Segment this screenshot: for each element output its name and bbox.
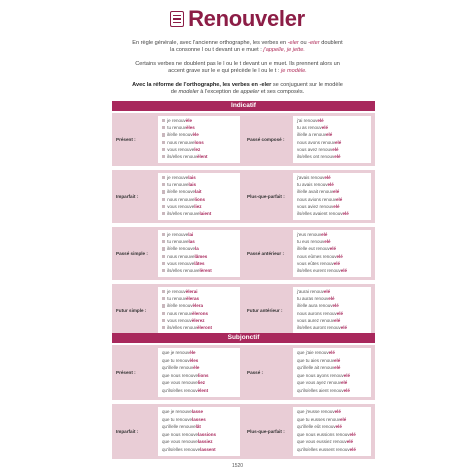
verb-ending: èleront [196, 324, 212, 330]
verb-stem: il/elle a renouv [297, 132, 327, 138]
verb-stem: il/elle eut renouv [297, 246, 330, 252]
verb-stem: je renouv [167, 289, 186, 294]
verb-ending: elé [321, 125, 329, 131]
intro-paragraph-2 [130, 61, 345, 76]
verb-ending: èle [193, 365, 200, 370]
verb-stem: que nous eussions renouv [297, 431, 350, 437]
verb-stem: ils/elles renouv [167, 153, 197, 159]
verb-ending: èles [185, 125, 195, 131]
conjugation-line [297, 296, 335, 301]
conjugation-line [162, 147, 200, 152]
conjugation-line [297, 239, 331, 244]
checkbox-icon [162, 133, 165, 136]
checkbox-icon [162, 262, 165, 265]
conjugation-line [297, 246, 336, 251]
subjonctif-row [112, 345, 375, 400]
verb-stem: ils/elles avaient renouv [297, 210, 343, 216]
verb-stem: tu avais renouv [297, 182, 328, 188]
title-row [0, 6, 475, 32]
verb-stem: vous aurez renouv [297, 317, 335, 323]
verb-ending: elé [324, 239, 331, 245]
verb-ending: las [188, 239, 195, 245]
verb-ending: elé [332, 146, 339, 152]
conjugation-line [162, 296, 199, 301]
conjugation-line [162, 254, 207, 259]
verb-ending: èlerai [185, 289, 198, 294]
verb-ending: elé [321, 232, 328, 237]
tense-label: Imparfait : [116, 428, 139, 434]
verb-ending: lasse [191, 409, 204, 414]
conjugation-line [162, 175, 196, 180]
verb-ending: lais [188, 175, 196, 180]
conjugation-line [162, 289, 197, 294]
verb-stem: que j'aie renouv [297, 350, 329, 355]
tense-label: Présent : [116, 136, 136, 142]
conjugation-line [162, 447, 216, 452]
checkbox-icon [162, 176, 165, 179]
verb-ending: elé [333, 203, 340, 209]
verb-ending: elé [324, 175, 331, 180]
verb-stem: vous aviez renouv [297, 203, 334, 209]
subjonctif-row [112, 404, 375, 459]
verb-ending: elé [336, 196, 343, 202]
verb-stem: que vous eussiez renouv [297, 439, 347, 444]
tense-label: Plus-que-parfait : [247, 193, 285, 199]
indicatif-section [112, 101, 375, 330]
conjugation-line [162, 409, 203, 414]
verb-ending: elé [335, 424, 342, 429]
verb-stem: ils/elles auront renouv [297, 324, 341, 330]
tense-label: Futur simple : [116, 307, 147, 313]
tense-label: Passé simple : [116, 250, 148, 256]
checkbox-icon [162, 119, 165, 122]
conjugation-cell [293, 287, 371, 334]
conjugation-line [162, 350, 196, 355]
conjugation-line [297, 447, 356, 452]
conjugation-line [297, 125, 328, 130]
checkbox-icon [162, 148, 165, 151]
conjugation-line [162, 318, 204, 323]
conjugation-line [297, 182, 334, 187]
conjugation-line [297, 268, 347, 273]
conjugation-line [162, 211, 211, 216]
checkbox-icon [162, 126, 165, 129]
intro-text: se conjuguent sur le modèle de [170, 82, 343, 96]
tense-label: Imparfait : [116, 193, 139, 199]
checkbox-icon [162, 297, 165, 300]
conjugation-cell [158, 230, 240, 277]
conjugation-line [162, 189, 201, 194]
verb-ending: èle [192, 132, 199, 138]
verb-stem: que tu renouve [162, 416, 193, 422]
verb-ending: lèrent [199, 267, 212, 273]
conjugation-line [162, 325, 212, 330]
conjugation-line [297, 417, 346, 422]
verb-stem: tu auras renouv [297, 296, 329, 302]
verb-ending: lassent [200, 446, 216, 452]
verb-stem: tu renouve [167, 239, 189, 245]
checkbox-icon [162, 312, 165, 315]
conjugation-line [162, 373, 209, 378]
checkbox-icon [162, 183, 165, 186]
verb-ending: elé [334, 365, 341, 370]
verb-ending: elé [333, 260, 341, 266]
conjugation-line [297, 373, 350, 378]
tense-label: Passé : [247, 369, 264, 375]
conjugation-line [162, 365, 199, 370]
verb-stem: nous eûmes renouv [297, 253, 337, 259]
verb-ending: elé [327, 182, 334, 188]
conjugation-line [297, 365, 340, 370]
verb-stem: ils/elles ont renouv [297, 153, 335, 159]
verb-ending: elé [349, 446, 356, 452]
conjugation-line [297, 132, 332, 137]
conjugation-line [162, 358, 198, 363]
verb-ending: lez [194, 146, 201, 152]
checkbox-icon [162, 304, 165, 307]
checkbox-icon [162, 240, 165, 243]
verb-stem: tu renouve [167, 182, 189, 188]
verb-stem: il/elle avait renouv [297, 189, 334, 195]
verb-ending: elé [334, 409, 341, 414]
verb-ending: èlerons [191, 310, 208, 316]
checkbox-icon [162, 290, 165, 293]
intro-bold: Avec la réforme de l'orthographe, les verbes en -eler [132, 82, 272, 88]
verb-stem: qu'ils/elles aient renouv [297, 387, 344, 393]
verb-ending: laient [199, 210, 212, 216]
verb-stem: nous renouve [167, 139, 195, 145]
verb-ending: lât [195, 424, 201, 429]
checkbox-icon [162, 233, 165, 236]
conjugation-line [162, 239, 195, 244]
verb-stem: vous renouve [167, 260, 195, 266]
verb-ending: èlera [192, 303, 203, 309]
verb-stem: nous avions renouv [297, 196, 337, 202]
verb-stem: ils/elles eurent renouv [297, 267, 341, 273]
verb-stem: j'avais renouv [297, 175, 325, 180]
verb-stem: que je renouve [162, 409, 192, 414]
conjugation-cell [158, 407, 240, 456]
verb-stem: nous renouv [167, 310, 192, 316]
conjugation-cell [158, 173, 240, 220]
verb-ending: lions [198, 372, 209, 378]
verb-ending: èle [185, 118, 192, 123]
conjugation-line [297, 311, 343, 316]
verb-ending: lais [188, 182, 196, 188]
conjugation-line [162, 232, 193, 237]
verb-stem: vous avez renouv [297, 146, 333, 152]
conjugation-line [297, 439, 353, 444]
tense-label: Passé antérieur : [247, 250, 285, 256]
verb-ending: èles [189, 357, 199, 363]
tense-label: Plus-que-parfait : [247, 428, 285, 434]
verb-ending: elé [343, 372, 351, 378]
verb-ending: elé [340, 267, 348, 273]
verb-stem: nous renouve [167, 196, 195, 202]
conjugation-line [297, 318, 340, 323]
verb-ending: lai [188, 232, 194, 237]
verb-stem: vous renouv [167, 317, 192, 323]
conjugation-line [162, 132, 199, 137]
verb-stem: qu'il/elle renouve [162, 424, 196, 429]
conjugation-line [297, 289, 330, 294]
verb-ending: elé [328, 296, 335, 302]
intro-text: doublent la consonne l ou t devant un e muet : [170, 40, 343, 54]
verb-stem: tu renouv [167, 125, 186, 131]
verb-ending: lions [194, 196, 205, 202]
intro-highlight: -eler [287, 40, 299, 46]
verb-stem: j'eus renouv [297, 232, 322, 237]
conjugation-line [297, 147, 339, 152]
verb-stem: que vous renouve [162, 380, 198, 385]
conjugation-line [297, 303, 339, 308]
verb-ending: èlerez [191, 317, 205, 323]
verb-stem: ils/elles renouve [167, 267, 200, 273]
conjugation-line [297, 232, 327, 237]
verb-stem: j'aurai renouv [297, 289, 324, 294]
conjugation-line [162, 261, 204, 266]
conjugation-line [162, 424, 201, 429]
verb-stem: il/elle renouve [167, 246, 195, 252]
verb-ending: lait [194, 189, 202, 195]
verb-stem: nous avons renouv [297, 139, 336, 145]
verb-stem: que nous renouve [162, 372, 199, 378]
verb-ending: èlent [197, 387, 209, 393]
conjugation-line [162, 197, 205, 202]
conjugation-line [297, 175, 331, 180]
intro-text: et ses composés. [259, 89, 305, 96]
verb-ending: lons [194, 139, 204, 145]
verb-stem: que tu eusses renouv [297, 416, 341, 422]
verb-stem: qu'il/elle renouv [162, 365, 194, 370]
verb-ending: liez [194, 203, 202, 209]
conjugation-line [162, 439, 213, 444]
conjugation-line [162, 246, 199, 251]
verb-stem: que vous ayez renouv [297, 380, 342, 385]
checkbox-icon [162, 212, 165, 215]
verb-ending: elé [334, 317, 341, 323]
checkbox-icon [162, 255, 165, 258]
verb-stem: ils/elles renouve [167, 210, 200, 216]
verb-stem: qu'il/elle eût renouv [297, 424, 336, 429]
verb-ending: elé [326, 132, 333, 138]
verb-ending: elé [317, 118, 324, 123]
conjugation-line [162, 182, 196, 187]
intro-paragraph-1 [130, 40, 345, 55]
verb-stem: je renouv [167, 118, 186, 123]
verb-ending: la [194, 246, 199, 252]
checkbox-icon [162, 319, 165, 322]
tense-label: Futur antérieur : [247, 307, 283, 313]
intro-text: En règle générale, avec l'ancienne orthographe, les verbes en [132, 40, 288, 46]
intro-highlight: je modèle. [281, 68, 307, 75]
indicatif-header: Indicatif [112, 101, 375, 111]
conjugation-line [162, 303, 203, 308]
verb-stem: j'ai renouv [297, 118, 318, 123]
conjugation-line [162, 125, 195, 130]
checkbox-icon [162, 141, 165, 144]
verb-stem: tu renouv [167, 296, 186, 302]
conjugation-line [297, 432, 356, 437]
document-icon [170, 11, 184, 27]
verb-ending: lâmes [194, 253, 208, 259]
conjugation-line [162, 311, 208, 316]
intro-paragraph-3 [130, 82, 345, 97]
intro-text: Certains verbes ne doublent pas le l ou le t devant un e muet. [135, 61, 288, 67]
checkbox-icon [162, 326, 165, 329]
conjugation-line [297, 254, 343, 259]
subjonctif-header: Subjonctif [112, 333, 375, 343]
verb-ending: elé [340, 324, 348, 330]
tense-label: Présent : [116, 369, 136, 375]
conjugation-line [297, 350, 335, 355]
conjugation-line [297, 409, 341, 414]
verb-ending: lasses [192, 416, 206, 422]
verb-ending: lâtes [194, 260, 205, 266]
verb-ending: èleras [185, 296, 199, 302]
checkbox-icon [162, 198, 165, 201]
verb-ending: elé [332, 303, 339, 309]
conjugation-line [297, 140, 341, 145]
verb-ending: elé [335, 139, 342, 145]
checkbox-icon [162, 205, 165, 208]
intro-italic: modeler [178, 89, 199, 96]
conjugation-line [297, 197, 342, 202]
conjugation-line [162, 204, 201, 209]
verb-ending: elé [329, 246, 337, 252]
indicatif-row [112, 227, 375, 280]
subjonctif-section [112, 333, 375, 452]
verb-ending: lassions [198, 431, 217, 437]
verb-stem: que j'eusse renouv [297, 409, 335, 414]
conjugation-line [162, 140, 204, 145]
indicatif-row [112, 170, 375, 223]
page-number: 1520 [231, 463, 244, 469]
verb-ending: elé [336, 310, 344, 316]
intro-italic: appeler [240, 89, 260, 96]
indicatif-row [112, 284, 375, 337]
verb-stem: qu'ils/elles eussent renouv [297, 446, 350, 452]
conjugation-line [162, 380, 205, 385]
verb-stem: qu'ils/elles renouv [162, 387, 198, 393]
conjugation-line [297, 325, 347, 330]
verb-ending: elé [334, 357, 341, 363]
checkbox-icon [162, 269, 165, 272]
checkbox-icon [162, 155, 165, 158]
conjugation-line [297, 424, 342, 429]
verb-stem: que tu aies renouv [297, 357, 335, 363]
conjugation-cell [158, 348, 240, 397]
conjugation-cell [293, 116, 371, 163]
checkbox-icon [162, 190, 165, 193]
conjugation-line [162, 118, 192, 123]
verb-ending: elé [323, 289, 331, 294]
verb-ending: elé [340, 416, 347, 422]
verb-stem: nous aurons renouv [297, 310, 337, 316]
intro-highlight: -eter [308, 40, 320, 46]
conjugation-line [162, 154, 207, 159]
conjugation-line [162, 388, 208, 393]
intro-text: ou [298, 40, 309, 46]
conjugation-line [162, 417, 206, 422]
tense-label: Passé composé : [247, 136, 285, 142]
intro-text: à l'exception de [198, 89, 241, 96]
intro-text: Ils prennent alors un accent grave sur le e qui précède le l ou le t : [168, 61, 340, 75]
verb-stem: que vous renouve [162, 439, 198, 444]
verb-stem: vous eûtes renouv [297, 260, 334, 266]
verb-ending: èle [189, 350, 196, 355]
verb-stem: que nous ayons renouv [297, 372, 344, 378]
conjugation-line [297, 118, 324, 123]
verb-stem: qu'il/elle ait renouv [297, 365, 335, 370]
conjugation-cell [293, 348, 371, 397]
verb-stem: il/elle renouv [167, 303, 193, 309]
verb-ending: lassiez [197, 439, 213, 444]
verb-ending: elé [349, 431, 356, 437]
conjugation-cell [293, 230, 371, 277]
intro-highlight: j'appelle, je jette. [263, 47, 305, 54]
conjugation-line [297, 358, 340, 363]
verb-ending: elé [343, 387, 350, 393]
verb-ending: elé [336, 253, 343, 259]
verb-stem: il/elle renouv [167, 132, 193, 138]
verb-stem: que nous renouve [162, 431, 199, 437]
verb-stem: vous renouve [167, 203, 195, 209]
verb-stem: que je renouv [162, 350, 190, 355]
verb-stem: vous renouve [167, 146, 195, 152]
verb-stem: nous renouve [167, 253, 195, 259]
verb-ending: elé [333, 189, 340, 195]
conjugation-cell [293, 407, 371, 456]
verb-ending: elé [328, 350, 335, 355]
verb-ending: liez [197, 380, 206, 385]
conjugation-cell [293, 173, 371, 220]
indicatif-row [112, 113, 375, 166]
verb-ending: èlent [196, 153, 208, 159]
conjugation-line [297, 189, 339, 194]
verb-stem: il/elle aura renouv [297, 303, 333, 309]
verb-stem: ils/elles renouv [167, 324, 197, 330]
conjugation-line [297, 211, 349, 216]
verb-ending: elé [346, 439, 354, 444]
verb-stem: tu eus renouv [297, 239, 325, 245]
verb-stem: il/elle renouve [167, 189, 195, 195]
conjugation-line [297, 154, 341, 159]
verb-stem: qu'ils/elles renouve [162, 446, 201, 452]
conjugation-line [297, 204, 340, 209]
conjugation-line [162, 268, 212, 273]
conjugation-cell [158, 287, 240, 334]
verb-stem: je renouve [167, 175, 189, 180]
verb-stem: je renouve [167, 232, 189, 237]
verb-stem: tu as renouv [297, 125, 322, 131]
verb-ending: elé [341, 380, 348, 385]
conjugation-line [162, 432, 216, 437]
checkbox-icon [162, 247, 165, 250]
conjugation-cell [158, 116, 240, 163]
conjugation-line [297, 380, 347, 385]
verb-stem: que tu renouv [162, 357, 190, 363]
verb-ending: elé [334, 153, 341, 159]
page-title: Renouveler [188, 6, 305, 31]
conjugation-line [297, 261, 340, 266]
verb-ending: elé [342, 210, 349, 216]
conjugation-line [297, 388, 350, 393]
